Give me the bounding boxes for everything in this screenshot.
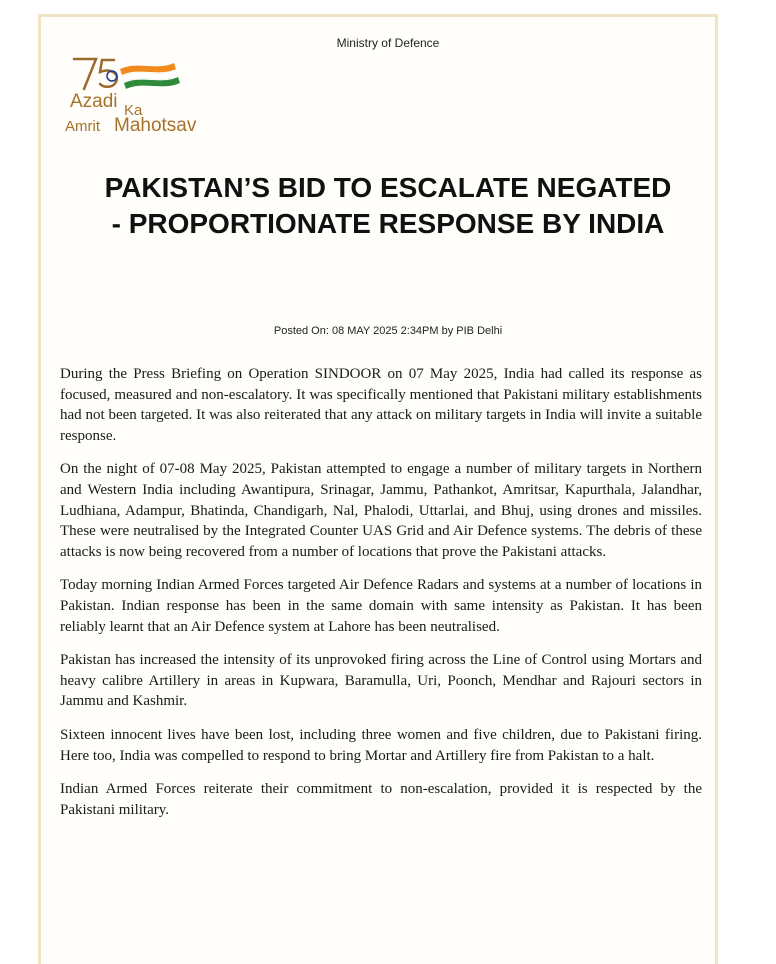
paragraph: Pakistan has increased the intensity of its unprovoked firing across the Line of Control using Mortars and heavy calibre Artillery in areas in Kupwara, Baramulla, Uri, Poonch, Mendhar and Rajouri sectors in Jammu and Kashmir. [60, 652, 702, 710]
paragraph: Today morning Indian Armed Forces targeted Air Defence Radars and systems at a number of locations in Pakistan. Indian response has been in the same domain with same intensity as Pakistan. It has been reliably learnt that an Air Defence system at Lahore has been neutralised. [60, 577, 702, 635]
ministry-name: Ministry of Defence [336, 36, 440, 50]
azadi-ka-amrit-mahotsav-logo [62, 55, 232, 145]
paragraph: During the Press Briefing on Operation SINDOOR on 07 May 2025, India had called its response as focused, measured and non-escalatory. It was specifically mentioned that Pakistani military establishments had not been targeted. It was also reiterated that any attack on military targets in India will invite a suitable response. [60, 366, 702, 444]
posted-on-line: Posted On: 08 MAY 2025 2:34PM by PIB Delhi [273, 325, 503, 337]
logo-text-azadi: Azadi [70, 91, 118, 112]
paragraph: Sixteen innocent lives have been lost, including three women and five children, due to Pakistani firing. Here too, India was compelled to respond to bring Mortar and Artillery fire from Pakistan to a halt. [60, 726, 702, 764]
press-release-body [60, 364, 702, 833]
logo-text-ka: Ka [124, 102, 143, 119]
logo-seven-stroke [74, 59, 96, 89]
logo-text-amrit: Amrit [65, 118, 100, 135]
logo-text-mahotsav: Mahotsav [114, 115, 197, 136]
press-release-title: PAKISTAN’S BID TO ESCALATE NEGATED - PROPORTIONATE RESPONSE BY INDIA [104, 172, 672, 239]
paragraph: Indian Armed Forces reiterate their commitment to non-escalation, provided it is respected by the Pakistani military. [60, 781, 702, 818]
paragraph: On the night of 07-08 May 2025, Pakistan attempted to engage a number of military targets in Northern and Western India including Awantipura, Srinagar, Jammu, Pathankot, Amritsar, Kapurthala, Jalandhar, Ludhiana, Adampur, Bhatinda, Chandigarh, Nal, Phalodi, Uttarlai, and Bhuj, using drones and missiles. These were neutralised by the Integrated Counter UAS Grid and Air Defence systems. The debris of these attacks is now being recovered from a number of locations that prove the Pakistani attacks. [60, 461, 702, 560]
